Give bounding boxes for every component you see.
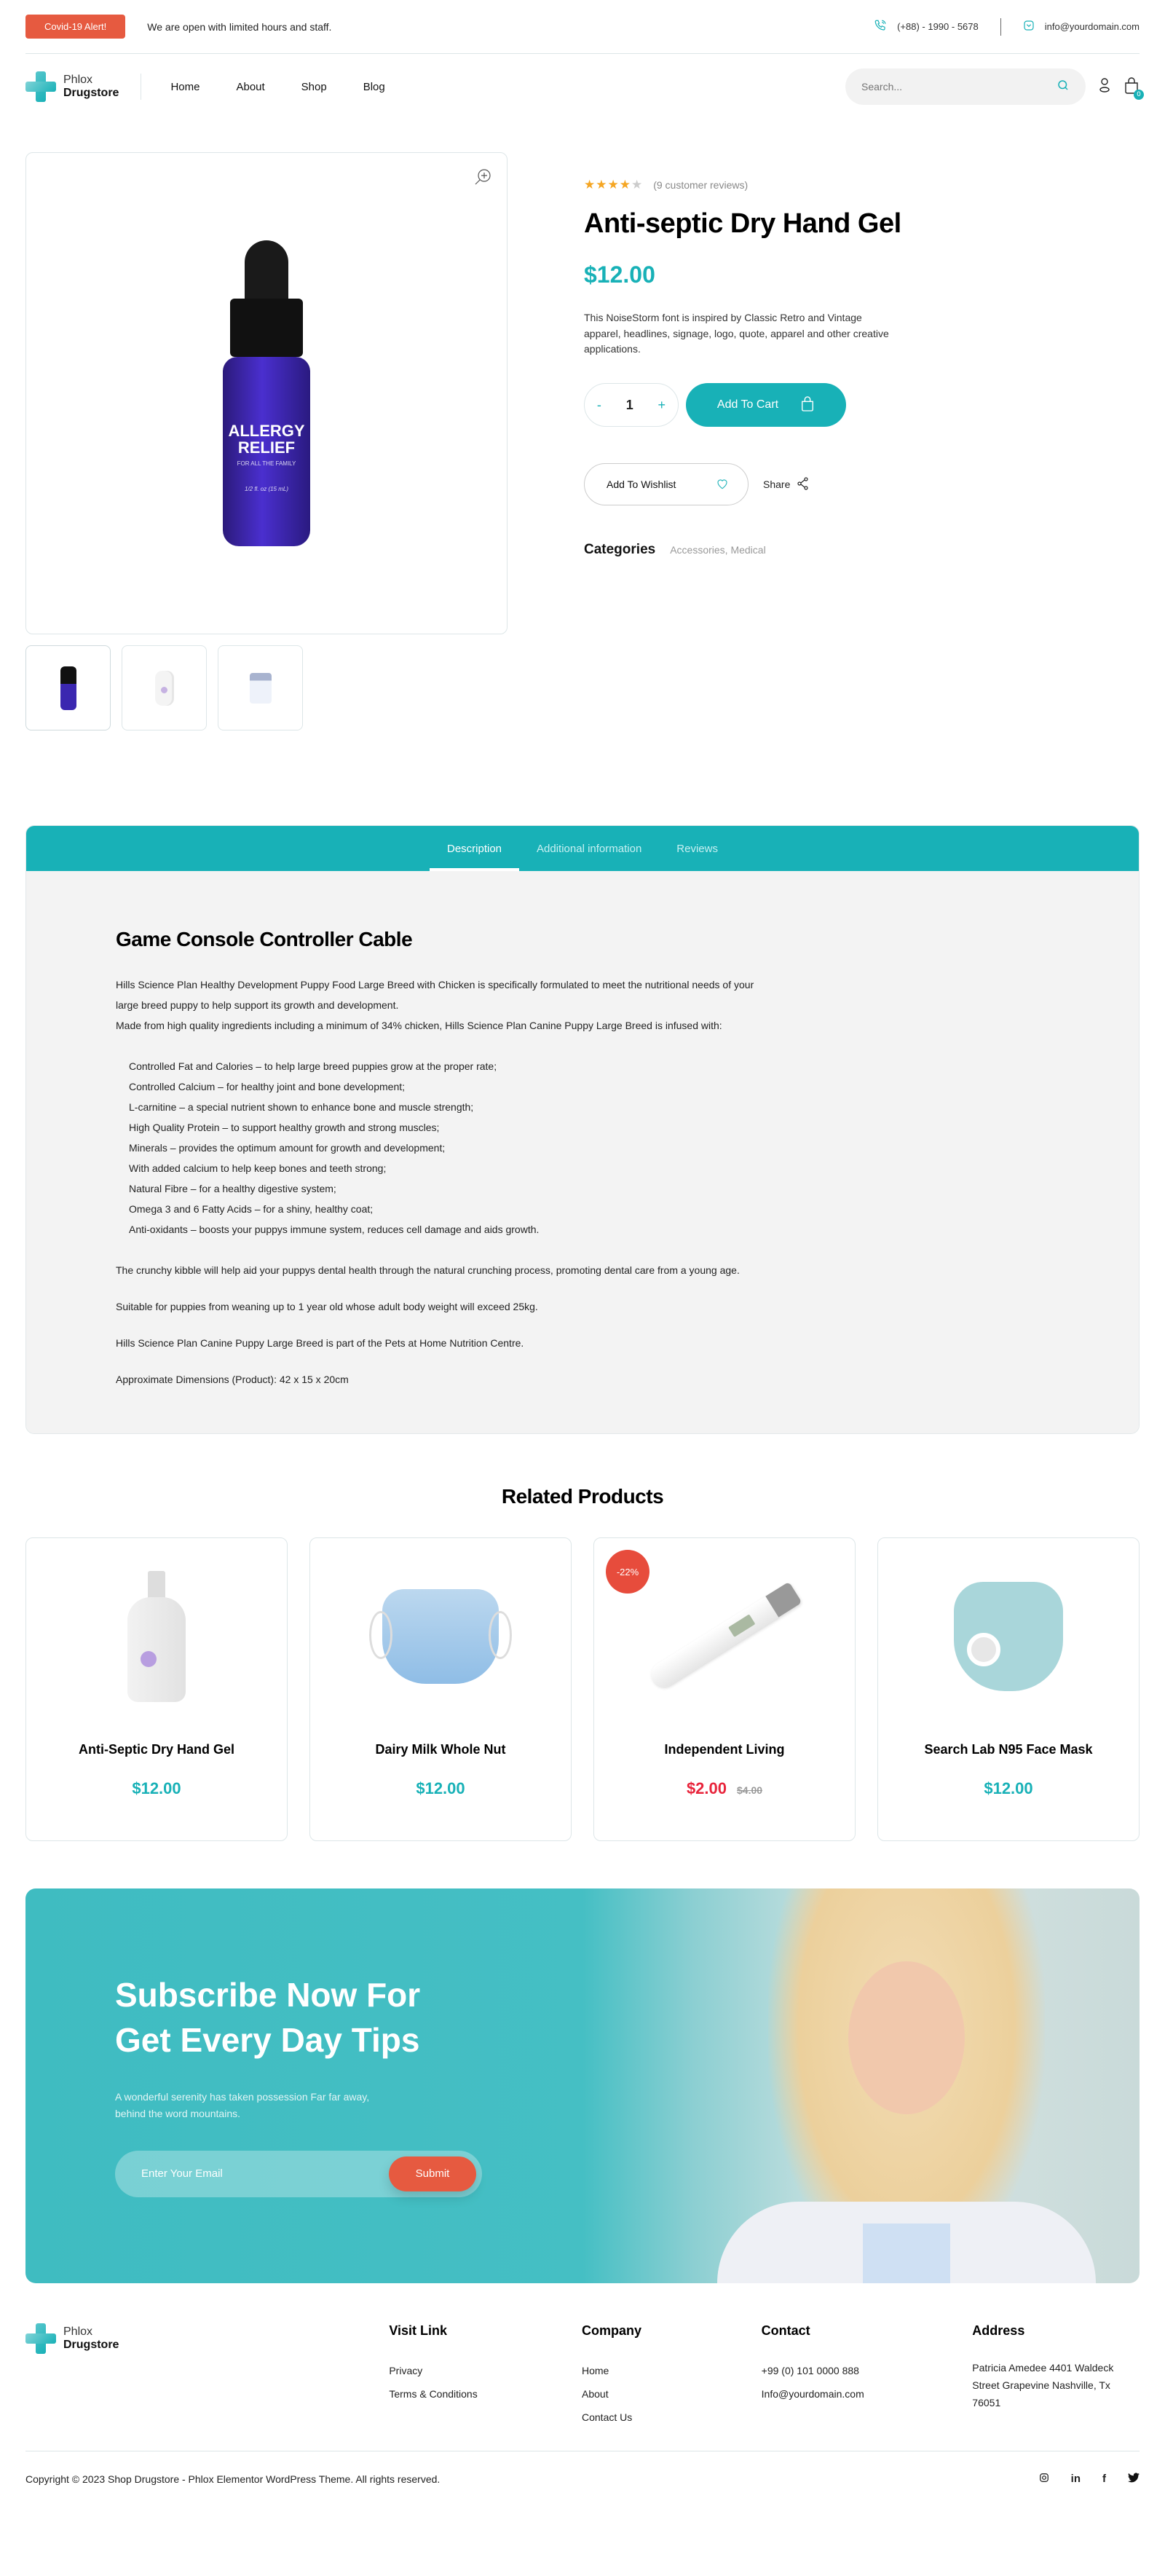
description-paragraph: Made from high quality ingredients including a minimum of 34% chicken, Hills Science Plan Canine Puppy Large Breed is infused with: bbox=[116, 1020, 722, 1031]
wishlist-label: Add To Wishlist bbox=[607, 478, 676, 491]
product-image[interactable] bbox=[26, 1538, 287, 1735]
sale-price: $2.00 bbox=[686, 1779, 727, 1797]
footer-link-privacy[interactable]: Privacy bbox=[389, 2365, 423, 2376]
logo-line1: Phlox bbox=[63, 74, 93, 87]
subscribe-subtext: A wonderful serenity has taken possession Far far away, behind the word mountains. bbox=[115, 2091, 370, 2119]
social-links bbox=[1039, 2473, 1140, 2486]
phone-icon bbox=[874, 19, 887, 34]
liquid-soap-image bbox=[127, 1571, 186, 1702]
linkedin-icon[interactable]: in bbox=[1070, 2473, 1081, 2485]
nav-item-home[interactable]: Home bbox=[170, 80, 200, 93]
product-price: $12.00 bbox=[584, 261, 655, 288]
product-card-price bbox=[687, 1779, 762, 1798]
product-categories bbox=[584, 542, 1050, 558]
thumbnail-soap[interactable] bbox=[122, 645, 207, 730]
covid-alert-badge[interactable]: Covid-19 Alert! bbox=[25, 15, 125, 39]
qty-decrease-button[interactable]: - bbox=[596, 397, 601, 412]
footer-link-about[interactable]: About bbox=[582, 2388, 609, 2400]
product-rating bbox=[584, 178, 1050, 192]
phone-number: (+88) - 1990 - 5678 bbox=[897, 21, 979, 32]
ingredient-list bbox=[129, 1056, 1049, 1240]
star-rating-icon: ★★★★★ bbox=[584, 178, 644, 192]
allergy-relief-bottle-image bbox=[223, 240, 310, 546]
footer-company-links bbox=[582, 2323, 762, 2451]
share-label: Share bbox=[763, 478, 791, 491]
categories-links[interactable]: Accessories, Medical bbox=[670, 544, 766, 556]
related-products-title: Related Products bbox=[501, 1485, 664, 1508]
footer-link-terms[interactable]: Terms & Conditions bbox=[389, 2388, 478, 2400]
phone-contact[interactable] bbox=[874, 19, 979, 34]
subscribe-heading-line2: Get Every Day Tips bbox=[115, 2021, 420, 2060]
product-image[interactable] bbox=[878, 1538, 1139, 1735]
main-nav bbox=[25, 54, 1140, 119]
submit-button[interactable]: Submit bbox=[389, 2156, 476, 2191]
bottle-label-volume: 1/2 fl. oz (15 mL) bbox=[244, 486, 289, 493]
footer-heading: Visit Link bbox=[389, 2323, 448, 2338]
related-products-grid bbox=[25, 1537, 1140, 1841]
tab-description[interactable]: Description bbox=[430, 826, 519, 871]
cart-button[interactable] bbox=[1123, 76, 1140, 97]
thumbnail-jar[interactable] bbox=[218, 645, 303, 730]
n95-mask-image bbox=[954, 1582, 1063, 1691]
categories-label: Categories bbox=[584, 542, 656, 558]
footer bbox=[25, 2283, 1140, 2451]
sale-badge: -22% bbox=[606, 1550, 649, 1594]
list-item: L-carnitine – a special nutrient shown to enhance bone and muscle strength; bbox=[129, 1101, 474, 1113]
product-short-description: This NoiseStorm font is inspired by Classic Retro and Vintage apparel, headlines, signage, logo, quote, apparel and other creative applications. bbox=[584, 312, 889, 355]
review-count-link[interactable]: (9 customer reviews) bbox=[653, 179, 749, 191]
footer-link-contact-us[interactable]: Contact Us bbox=[582, 2411, 633, 2423]
logo-line2: Drugstore bbox=[63, 87, 119, 99]
alert-text: We are open with limited hours and staff. bbox=[147, 20, 332, 33]
nav-menu bbox=[170, 81, 384, 93]
footer-phone[interactable]: +99 (0) 101 0000 888 bbox=[761, 2365, 859, 2376]
product-section bbox=[25, 119, 1140, 730]
product-card-price: $12.00 bbox=[416, 1779, 465, 1797]
search-box bbox=[845, 68, 1086, 105]
qty-increase-button[interactable]: + bbox=[657, 397, 666, 412]
logo-line2: Drugstore bbox=[63, 2339, 119, 2351]
description-paragraph: Hills Science Plan Healthy Development Puppy Food Large Breed with Chicken is specifically formulated to meet the nutritional needs of your large breed puppy to help support its growth and development. bbox=[116, 979, 754, 1011]
footer-address bbox=[972, 2323, 1140, 2451]
product-card[interactable] bbox=[309, 1537, 572, 1841]
smiling-woman-photo bbox=[703, 1888, 1110, 2283]
list-item: Controlled Fat and Calories – to help large breed puppies grow at the proper rate; bbox=[129, 1060, 497, 1072]
product-tabs bbox=[25, 825, 1140, 1434]
list-item: High Quality Protein – to support healthy growth and strong muscles; bbox=[129, 1122, 440, 1133]
divider bbox=[1000, 18, 1001, 36]
footer-email[interactable]: Info@yourdomain.com bbox=[761, 2388, 864, 2400]
product-card[interactable] bbox=[593, 1537, 856, 1841]
share-icon bbox=[797, 477, 809, 492]
tab-additional-information[interactable]: Additional information bbox=[537, 842, 642, 855]
zoom-in-icon[interactable] bbox=[473, 168, 492, 189]
shopping-bag-icon bbox=[800, 395, 815, 415]
thumbnail-strip bbox=[25, 645, 508, 730]
surgical-mask-image bbox=[382, 1589, 499, 1684]
cross-logo-icon bbox=[25, 71, 56, 102]
product-card-name[interactable]: Anti-Septic Dry Hand Gel bbox=[78, 1742, 235, 1757]
instagram-icon[interactable] bbox=[1039, 2473, 1049, 2486]
list-item: Controlled Calcium – for healthy joint and bone development; bbox=[129, 1081, 406, 1092]
product-card[interactable] bbox=[25, 1537, 288, 1841]
list-item: Omega 3 and 6 Fatty Acids – for a shiny, healthy coat; bbox=[129, 1203, 374, 1215]
heart-icon bbox=[716, 477, 729, 492]
mail-icon bbox=[1023, 20, 1035, 34]
product-card-name[interactable]: Dairy Milk Whole Nut bbox=[375, 1742, 506, 1757]
email-contact[interactable] bbox=[1023, 20, 1140, 34]
product-gallery bbox=[25, 152, 508, 730]
list-item: Natural Fibre – for a healthy digestive system; bbox=[129, 1183, 336, 1194]
footer-contact bbox=[762, 2323, 973, 2451]
list-item: Minerals – provides the optimum amount for growth and development; bbox=[129, 1142, 446, 1154]
list-item: With added calcium to help keep bones and teeth strong; bbox=[129, 1162, 387, 1174]
search-icon[interactable] bbox=[1057, 79, 1070, 95]
add-to-cart-label: Add To Cart bbox=[716, 398, 779, 411]
copyright-text: Copyright © 2023 Shop Drugstore - Phlox Elementor WordPress Theme. All rights reserved. bbox=[25, 2473, 441, 2485]
product-card[interactable] bbox=[877, 1537, 1140, 1841]
footer-visit-links bbox=[389, 2323, 582, 2451]
footer-link-home[interactable]: Home bbox=[582, 2365, 609, 2376]
twitter-icon[interactable] bbox=[1128, 2473, 1140, 2486]
product-card-price: $12.00 bbox=[984, 1779, 1033, 1797]
thumbnail-dropper[interactable] bbox=[25, 645, 111, 730]
footer-bottom bbox=[25, 2451, 1140, 2506]
bottle-label-line2: RELIEF bbox=[237, 438, 296, 457]
email-address: info@yourdomain.com bbox=[1044, 21, 1140, 32]
email-input[interactable] bbox=[141, 2167, 360, 2180]
subscribe-banner bbox=[25, 1888, 1140, 2283]
cart-count-badge: 0 bbox=[1134, 90, 1144, 100]
footer-logo[interactable] bbox=[25, 2323, 389, 2354]
bottle-label-line1: ALLERGY bbox=[228, 422, 305, 440]
address-text: Patricia Amedee 4401 Waldeck Street Grapevine Nashville, Tx 76051 bbox=[972, 2362, 1114, 2408]
nav-item-shop[interactable]: Shop bbox=[301, 80, 327, 93]
description-paragraph: The crunchy kibble will help aid your puppys dental health through the natural crunching process, promoting dental care from a young age. bbox=[116, 1264, 740, 1276]
logo-line1: Phlox bbox=[63, 2325, 93, 2339]
thermometer-image bbox=[647, 1582, 802, 1692]
list-item: Anti-oxidants – boosts your puppys immune system, reduces cell damage and aids growth. bbox=[129, 1224, 540, 1235]
main-product-image[interactable] bbox=[25, 152, 508, 634]
footer-heading: Company bbox=[582, 2323, 642, 2338]
subscribe-heading-line1: Subscribe Now For bbox=[115, 1976, 421, 2014]
product-card-name[interactable]: Search Lab N95 Face Mask bbox=[924, 1742, 1093, 1757]
site-logo[interactable] bbox=[25, 71, 119, 102]
qty-value-input[interactable]: 1 bbox=[625, 397, 633, 412]
footer-heading: Contact bbox=[761, 2323, 810, 2338]
tab-bar bbox=[26, 826, 1139, 871]
nav-item-blog[interactable]: Blog bbox=[363, 80, 385, 93]
share-button[interactable] bbox=[763, 477, 809, 492]
description-heading: Game Console Controller Cable bbox=[116, 928, 413, 950]
quantity-stepper bbox=[584, 383, 679, 427]
product-card-price: $12.00 bbox=[132, 1779, 181, 1797]
description-panel bbox=[26, 871, 1139, 1433]
nav-item-about[interactable]: About bbox=[236, 80, 265, 93]
original-price: $4.00 bbox=[737, 1784, 763, 1796]
subscribe-form bbox=[115, 2151, 482, 2197]
product-card-name[interactable]: Independent Living bbox=[664, 1742, 785, 1757]
description-paragraph: Approximate Dimensions (Product): 42 x 15 x 20cm bbox=[116, 1374, 349, 1385]
facebook-icon[interactable]: f bbox=[1102, 2473, 1106, 2485]
bottle-label-line3: FOR ALL THE FAMILY bbox=[237, 460, 296, 468]
product-title: Anti-septic Dry Hand Gel bbox=[584, 208, 901, 239]
description-paragraph: Hills Science Plan Canine Puppy Large Breed is part of the Pets at Home Nutrition Centre. bbox=[116, 1337, 524, 1349]
product-image[interactable] bbox=[310, 1538, 571, 1735]
add-to-cart-button[interactable] bbox=[686, 383, 846, 427]
description-paragraph: Suitable for puppies from weaning up to 1 year old whose adult body weight will exceed 25kg. bbox=[116, 1301, 538, 1312]
user-account-icon[interactable] bbox=[1097, 77, 1112, 96]
product-summary bbox=[584, 152, 1050, 730]
footer-heading: Address bbox=[972, 2323, 1025, 2338]
tab-reviews[interactable]: Reviews bbox=[676, 842, 718, 855]
add-to-wishlist-button[interactable] bbox=[584, 463, 749, 505]
cross-logo-icon bbox=[25, 2323, 56, 2354]
top-bar bbox=[25, 0, 1140, 54]
search-input[interactable] bbox=[861, 81, 1036, 92]
